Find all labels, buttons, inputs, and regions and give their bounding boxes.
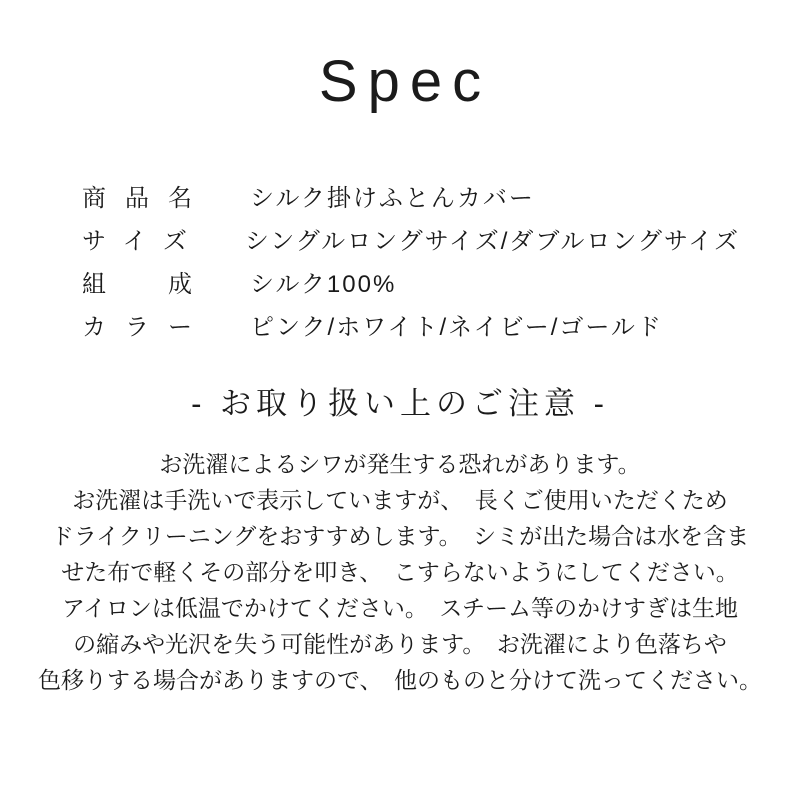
spec-label-composition: 組 成 bbox=[82, 271, 192, 298]
spec-row-composition bbox=[82, 260, 740, 303]
care-notice-line: お洗濯は手洗いで表示していますが、 長くご使用いただくため bbox=[72, 487, 728, 513]
care-notice-line: アイロンは低温でかけてください。 スチーム等のかけすぎは生地 bbox=[62, 595, 738, 621]
care-notice-line: ドライクリーニングをおすすめします。 シミが出た場合は水を含ま bbox=[50, 523, 750, 549]
spec-row-product-name bbox=[82, 174, 740, 217]
care-notice-body bbox=[0, 446, 800, 698]
spec-label-size: サ イ ズ bbox=[82, 228, 187, 255]
care-notice-line: の縮みや光沢を失う可能性があります。 お洗濯により色落ちや bbox=[73, 631, 727, 657]
spec-value-color: ピンク/ホワイト/ネイビー/ゴールド bbox=[250, 314, 663, 341]
spec-value-product-name: シルク掛けふとんカバー bbox=[250, 185, 535, 212]
care-notice-heading: - お取り扱い上のご注意 - bbox=[191, 386, 609, 421]
spec-label-product-name: 商 品 名 bbox=[82, 185, 192, 212]
spec-value-size: シングルロングサイズ/ダブルロングサイズ bbox=[244, 228, 740, 255]
page-title: Spec bbox=[318, 49, 492, 114]
care-notice-line: お洗濯によるシワが発生する恐れがあります。 bbox=[159, 451, 641, 477]
spec-table bbox=[82, 174, 740, 346]
care-notice-line: 色移りする場合がありますので、 他のものと分けて洗ってください。 bbox=[37, 667, 763, 693]
spec-value-composition: シルク100% bbox=[250, 271, 397, 298]
spec-label-color: カ ラ ー bbox=[82, 314, 192, 341]
spec-row-color bbox=[82, 303, 740, 346]
care-notice-line: せた布で軽くその部分を叩き、 こすらないようにしてください。 bbox=[61, 559, 739, 585]
spec-row-size bbox=[82, 217, 740, 260]
